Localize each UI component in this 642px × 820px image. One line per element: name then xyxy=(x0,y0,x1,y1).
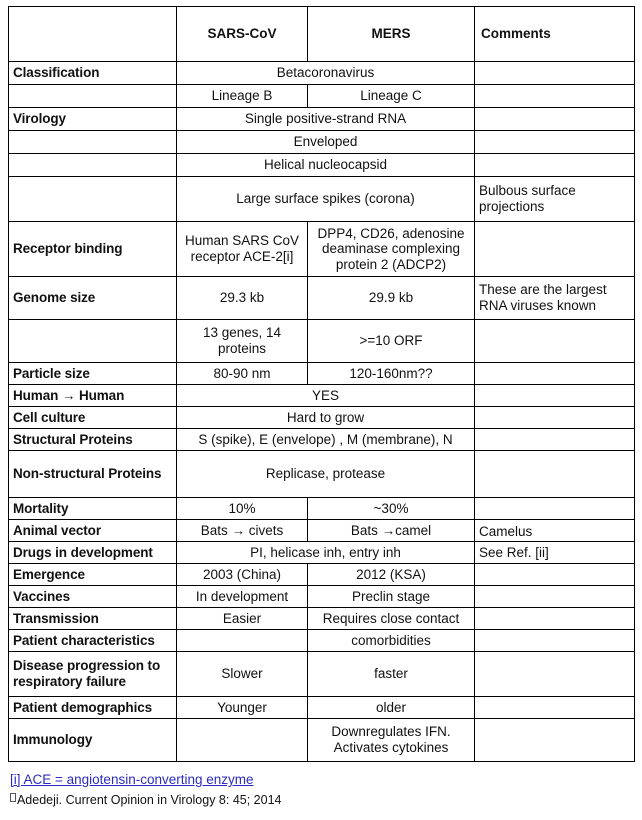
row-label: Patient demographics xyxy=(9,697,177,719)
footnote-reference xyxy=(10,793,630,807)
row-value-mers: comorbidities xyxy=(308,630,475,652)
row-label xyxy=(9,177,177,222)
row-value-merged: Large surface spikes (corona) xyxy=(177,177,475,222)
row-label: Patient characteristics xyxy=(9,630,177,652)
row-comment xyxy=(475,320,635,363)
row-value-mers: 29.9 kb xyxy=(308,277,475,320)
row-comment xyxy=(475,154,635,177)
row-comment: See Ref. [ii] xyxy=(475,542,635,564)
table-row xyxy=(9,363,635,385)
row-label: Mortality xyxy=(9,498,177,520)
footnotes xyxy=(10,772,630,807)
row-value-merged: Replicase, protease xyxy=(177,451,475,498)
row-comment xyxy=(475,719,635,762)
row-comment xyxy=(475,131,635,154)
row-value-mers: 120-160nm?? xyxy=(308,363,475,385)
table-row xyxy=(9,719,635,762)
row-value-merged: Betacoronavirus xyxy=(177,62,475,85)
header-cell-comments: Comments xyxy=(475,7,635,62)
row-label: Receptor binding xyxy=(9,222,177,277)
row-comment-clipped xyxy=(475,520,635,542)
row-label: Human → Human xyxy=(9,385,177,407)
table-row xyxy=(9,177,635,222)
row-comment xyxy=(475,62,635,85)
row-value-merged: Enveloped xyxy=(177,131,475,154)
row-comment xyxy=(475,222,635,277)
table-row xyxy=(9,498,635,520)
row-value-merged: Helical nucleocapsid xyxy=(177,154,475,177)
row-value-sars: In development xyxy=(177,586,308,608)
row-label: Genome size xyxy=(9,277,177,320)
row-value-merged: Hard to grow xyxy=(177,407,475,429)
table-row xyxy=(9,85,635,108)
row-label: Immunology xyxy=(9,719,177,762)
table-row xyxy=(9,429,635,451)
row-comment xyxy=(475,363,635,385)
row-value-mers: faster xyxy=(308,652,475,697)
table-row xyxy=(9,586,635,608)
row-value-merged: PI, helicase inh, entry inh xyxy=(177,542,475,564)
table-row xyxy=(9,385,635,407)
row-value-mers: Requires close contact xyxy=(308,608,475,630)
row-value-sars: 2003 (China) xyxy=(177,564,308,586)
row-comment xyxy=(475,385,635,407)
row-value-sars: 10% xyxy=(177,498,308,520)
row-value-sars: 13 genes, 14 proteins xyxy=(177,320,308,363)
row-comment xyxy=(475,108,635,131)
row-value-sars: Lineage B xyxy=(177,85,308,108)
row-label: Virology xyxy=(9,108,177,131)
table-row xyxy=(9,608,635,630)
row-value-mers: Lineage C xyxy=(308,85,475,108)
row-value-merged: Single positive-strand RNA xyxy=(177,108,475,131)
row-value-mers: Bats →camel xyxy=(308,520,475,542)
table-row xyxy=(9,320,635,363)
table-row xyxy=(9,108,635,131)
row-value-mers: DPP4, CD26, adenosine deaminase complexing protein 2 (ADCP2) xyxy=(308,222,475,277)
row-label: Animal vector xyxy=(9,520,177,542)
footnote-ace-link[interactable]: [i] ACE = angiotensin-converting enzyme xyxy=(10,772,254,787)
row-value-sars: 29.3 kb xyxy=(177,277,308,320)
table-row xyxy=(9,520,635,542)
table-row xyxy=(9,630,635,652)
row-value-mers: ~30% xyxy=(308,498,475,520)
row-comment xyxy=(475,630,635,652)
row-label: Classification xyxy=(9,62,177,85)
row-comment: Camelus xyxy=(479,524,533,539)
row-comment xyxy=(475,652,635,697)
row-value-mers: >=10 ORF xyxy=(308,320,475,363)
header-cell-sars: SARS-CoV xyxy=(177,7,308,62)
row-label: Particle size xyxy=(9,363,177,385)
row-comment xyxy=(475,608,635,630)
row-label xyxy=(9,154,177,177)
row-comment xyxy=(475,85,635,108)
row-label: Vaccines xyxy=(9,586,177,608)
row-label: Non-structural Proteins xyxy=(9,451,177,498)
footnote-marker-icon xyxy=(10,793,16,802)
table-row xyxy=(9,62,635,85)
row-label: Structural Proteins xyxy=(9,429,177,451)
footnote-reference-text: Adedeji. Current Opinion in Virology 8: 45; 2014 xyxy=(16,793,282,807)
table-row xyxy=(9,451,635,498)
row-label: Cell culture xyxy=(9,407,177,429)
table-row xyxy=(9,564,635,586)
table-header-row xyxy=(9,7,635,62)
row-label xyxy=(9,320,177,363)
table-row xyxy=(9,697,635,719)
row-value-sars xyxy=(177,719,308,762)
row-value-sars: Slower xyxy=(177,652,308,697)
row-value-sars xyxy=(177,630,308,652)
row-value-mers: Downregulates IFN. Activates cytokines xyxy=(308,719,475,762)
row-comment xyxy=(475,429,635,451)
row-label: Transmission xyxy=(9,608,177,630)
table-row xyxy=(9,407,635,429)
row-label xyxy=(9,85,177,108)
row-label: Drugs in development xyxy=(9,542,177,564)
row-comment xyxy=(475,586,635,608)
row-label xyxy=(9,131,177,154)
table-row xyxy=(9,154,635,177)
table-row xyxy=(9,222,635,277)
row-comment: These are the largest RNA viruses known xyxy=(475,277,635,320)
row-comment xyxy=(475,498,635,520)
row-label: Disease progression to respiratory failure xyxy=(9,652,177,697)
row-value-sars: Human SARS CoV receptor ACE-2[i] xyxy=(177,222,308,277)
table-row xyxy=(9,542,635,564)
row-comment xyxy=(475,697,635,719)
row-value-sars: Easier xyxy=(177,608,308,630)
sars-mers-comparison-table xyxy=(8,6,635,762)
comparison-table-container xyxy=(8,6,634,762)
table-row xyxy=(9,277,635,320)
row-comment xyxy=(475,451,635,498)
row-value-mers: Preclin stage xyxy=(308,586,475,608)
row-comment xyxy=(475,564,635,586)
row-value-merged: S (spike), E (envelope) , M (membrane), N xyxy=(177,429,475,451)
row-value-mers: older xyxy=(308,697,475,719)
row-value-merged: YES xyxy=(177,385,475,407)
row-value-sars: Bats → civets xyxy=(177,520,308,542)
table-row xyxy=(9,652,635,697)
row-label: Emergence xyxy=(9,564,177,586)
row-value-sars: 80-90 nm xyxy=(177,363,308,385)
row-comment: Bulbous surface projections xyxy=(475,177,635,222)
row-value-mers: 2012 (KSA) xyxy=(308,564,475,586)
row-comment xyxy=(475,407,635,429)
header-cell-blank xyxy=(9,7,177,62)
table-row xyxy=(9,131,635,154)
row-value-sars: Younger xyxy=(177,697,308,719)
header-cell-mers: MERS xyxy=(308,7,475,62)
